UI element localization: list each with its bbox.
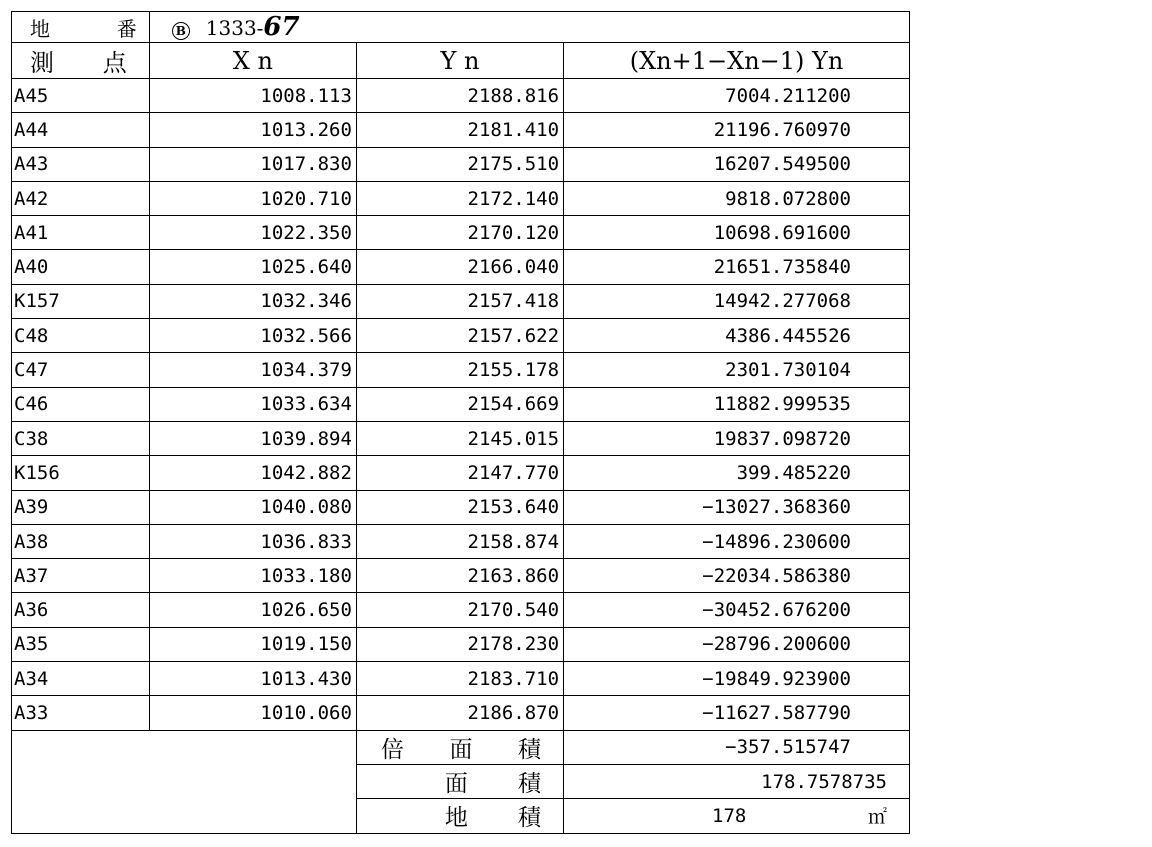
summary-blank-cell: [12, 730, 357, 833]
yn-cell: 2178.230: [356, 627, 563, 661]
table-row: [12, 181, 910, 215]
col-header-xn: X n: [149, 43, 356, 79]
point-cell: A42: [12, 181, 150, 215]
formula-value-cell: 10698.691600: [564, 216, 910, 250]
xn-cell: 1013.430: [149, 662, 356, 696]
yn-cell: 2175.510: [356, 147, 563, 181]
table-row: [12, 696, 910, 730]
double-area-value-cell: −357.515747: [564, 730, 910, 764]
formula-value-cell: −11627.587790: [564, 696, 910, 730]
yn-cell: 2157.622: [356, 319, 563, 353]
double-area-label-char: 面: [449, 736, 473, 763]
formula-value-cell: 4386.445526: [564, 319, 910, 353]
point-cell: A41: [12, 216, 150, 250]
table-row: [12, 319, 910, 353]
yn-cell: 2183.710: [356, 662, 563, 696]
point-cell: C48: [12, 319, 150, 353]
point-cell: A38: [12, 524, 150, 558]
point-cell: K156: [12, 456, 150, 490]
xn-cell: 1036.833: [149, 524, 356, 558]
xn-cell: 1026.650: [149, 593, 356, 627]
land-area-label-char: 積: [518, 805, 542, 832]
double-area-row: [12, 730, 910, 764]
land-area-label: [356, 799, 563, 833]
formula-value-cell: 21196.760970: [564, 113, 910, 147]
table-row: [12, 559, 910, 593]
point-cell: C38: [12, 421, 150, 455]
yn-cell: 2170.120: [356, 216, 563, 250]
area-calculation-table: [11, 11, 910, 834]
xn-cell: 1042.882: [149, 456, 356, 490]
formula-value-cell: 7004.211200: [564, 79, 910, 113]
chiban-row-filler: [356, 12, 563, 43]
formula-value-cell: −13027.368360: [564, 490, 910, 524]
table-row: [12, 353, 910, 387]
yn-cell: 2170.540: [356, 593, 563, 627]
table-row: [12, 284, 910, 318]
land-area-value: 178: [712, 804, 747, 827]
xn-cell: 1019.150: [149, 627, 356, 661]
point-cell: A34: [12, 662, 150, 696]
col-header-point-char-2: 点: [102, 49, 127, 77]
land-area-value-cell: [564, 799, 910, 833]
table-row: [12, 387, 910, 421]
point-cell: A45: [12, 79, 150, 113]
chiban-row-filler-2: [564, 12, 910, 43]
col-header-formula: (Xn+1−Xn−1) Yn: [564, 43, 910, 79]
yn-cell: 2153.640: [356, 490, 563, 524]
formula-value-cell: 19837.098720: [564, 421, 910, 455]
yn-cell: 2188.816: [356, 79, 563, 113]
chiban-label-char-2: 番: [116, 16, 137, 41]
point-cell: A43: [12, 147, 150, 181]
table-row: [12, 147, 910, 181]
area-label-char: 面: [444, 771, 468, 798]
yn-cell: 2145.015: [356, 421, 563, 455]
table-row: [12, 490, 910, 524]
xn-cell: 1017.830: [149, 147, 356, 181]
area-label-char: 積: [518, 771, 542, 798]
xn-cell: 1040.080: [149, 490, 356, 524]
table-row: [12, 79, 910, 113]
yn-cell: 2172.140: [356, 181, 563, 215]
double-area-label-char: 積: [518, 736, 542, 763]
double-area-label-char: 倍: [380, 736, 404, 763]
col-header-point: [12, 43, 150, 79]
table-row: [12, 456, 910, 490]
point-cell: C46: [12, 387, 150, 421]
chiban-value-cell: [149, 12, 356, 43]
table-row: [12, 421, 910, 455]
xn-cell: 1013.260: [149, 113, 356, 147]
area-label: [356, 764, 563, 798]
table-row: [12, 250, 910, 284]
xn-cell: 1010.060: [149, 696, 356, 730]
formula-value-cell: −28796.200600: [564, 627, 910, 661]
formula-value-cell: −19849.923900: [564, 662, 910, 696]
yn-cell: 2147.770: [356, 456, 563, 490]
circled-b-icon: B: [172, 22, 190, 40]
col-header-point-char-1: 測: [30, 49, 54, 77]
point-cell: A35: [12, 627, 150, 661]
yn-cell: 2186.870: [356, 696, 563, 730]
yn-cell: 2163.860: [356, 559, 563, 593]
table-row: [12, 593, 910, 627]
formula-value-cell: 2301.730104: [564, 353, 910, 387]
table-row: [12, 216, 910, 250]
xn-cell: 1033.180: [149, 559, 356, 593]
square-meter-unit: ㎡: [867, 806, 887, 829]
formula-value-cell: −22034.586380: [564, 559, 910, 593]
chiban-handwritten-value: 67: [263, 12, 300, 42]
table-row: [12, 113, 910, 147]
point-cell: A33: [12, 696, 150, 730]
xn-cell: 1034.379: [149, 353, 356, 387]
chiban-label-char-1: 地: [30, 16, 50, 41]
formula-value-cell: −30452.676200: [564, 593, 910, 627]
yn-cell: 2154.669: [356, 387, 563, 421]
point-cell: A39: [12, 490, 150, 524]
yn-cell: 2155.178: [356, 353, 563, 387]
formula-value-cell: 11882.999535: [564, 387, 910, 421]
chiban-label: [12, 12, 150, 43]
point-cell: C47: [12, 353, 150, 387]
point-cell: A37: [12, 559, 150, 593]
xn-cell: 1008.113: [149, 79, 356, 113]
formula-value-cell: 14942.277068: [564, 284, 910, 318]
table-row: [12, 524, 910, 558]
yn-cell: 2181.410: [356, 113, 563, 147]
formula-value-cell: 16207.549500: [564, 147, 910, 181]
yn-cell: 2166.040: [356, 250, 563, 284]
formula-value-cell: 399.485220: [564, 456, 910, 490]
xn-cell: 1020.710: [149, 181, 356, 215]
column-header-row: [12, 43, 910, 79]
yn-cell: 2157.418: [356, 284, 563, 318]
point-cell: A36: [12, 593, 150, 627]
xn-cell: 1032.566: [149, 319, 356, 353]
table-row: [12, 662, 910, 696]
xn-cell: 1025.640: [149, 250, 356, 284]
xn-cell: 1039.894: [149, 421, 356, 455]
formula-value-cell: −14896.230600: [564, 524, 910, 558]
point-cell: A40: [12, 250, 150, 284]
xn-cell: 1032.346: [149, 284, 356, 318]
chiban-row: [12, 12, 910, 43]
col-header-yn: Y n: [356, 43, 563, 79]
table-row: [12, 627, 910, 661]
yn-cell: 2158.874: [356, 524, 563, 558]
area-value-cell: 178.7578735: [564, 764, 910, 798]
formula-value-cell: 9818.072800: [564, 181, 910, 215]
point-cell: A44: [12, 113, 150, 147]
double-area-label: [356, 730, 563, 764]
xn-cell: 1033.634: [149, 387, 356, 421]
chiban-value: 1333-: [205, 16, 264, 40]
point-cell: K157: [12, 284, 150, 318]
formula-value-cell: 21651.735840: [564, 250, 910, 284]
land-area-label-char: 地: [444, 805, 468, 832]
xn-cell: 1022.350: [149, 216, 356, 250]
